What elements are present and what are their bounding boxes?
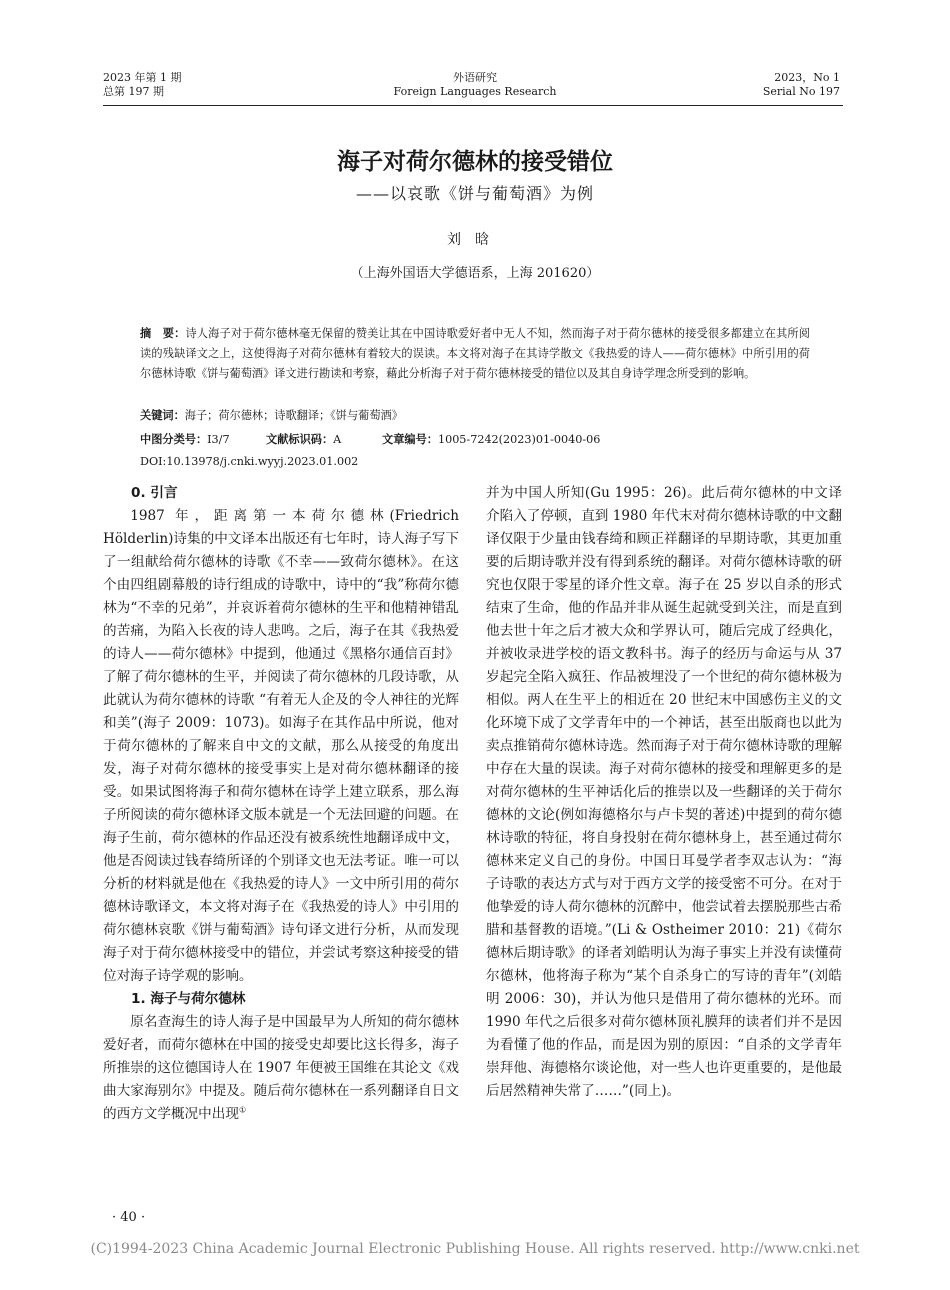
page-number: · 40 · [112,1210,146,1225]
paragraph-text: 原名查海生的诗人海子是中国最早为人所知的荷尔德林爱好者，而荷尔德林在中国的接受史却要比这长得多，海子所推崇的这位德国诗人在 1907 年便被王国维在其论文《戏曲大家海别尔》中提及。随后荷尔德林在一系列翻译自日文的西方文学概况中出现 [103,1014,459,1122]
article-id-value: 1005-7242(2023)01-0040-06 [437,433,601,446]
section-heading-intro: 0. 引言 [131,485,178,501]
copyright-footer: (C)1994-2023 China Academic Journal Electronic Publishing House. All rights reserved. http://www.cnki.net [90,1241,860,1257]
header-right [763,71,840,99]
article-id-label: 文章编号： [382,432,438,446]
serial-label-en: Serial No 197 [762,85,840,98]
doi[interactable]: DOI:10.13978/j.cnki.wyyj.2023.01.002 [140,455,359,468]
article-subtitle: ——以哀歌《饼与葡萄酒》为例 [355,184,594,203]
journal-name-cn: 外语研究 [453,71,497,84]
article-title: 海子对荷尔德林的接受错位 [337,148,613,175]
article-author: 刘晗 [447,232,503,248]
doc-code-group [266,429,382,450]
doc-code-label: 文献标识码： [266,432,334,446]
serial-label: 总第 197 期 [103,85,164,98]
right-column [486,482,842,1103]
keywords [140,405,403,426]
clc-group [140,429,266,450]
left-column [103,482,459,1126]
footnote-ref[interactable]: ① [238,1105,247,1115]
abstract-text: 诗人海子对于荷尔德林毫无保留的赞美让其在中国诗歌爱好者中无人不知，然而海子对于荷尔德林的接受很多都建立在其所阅读的残缺译文之上，这使得海子对荷尔德林有着较大的误读。本文将对海子在其诗学散文《我热爱的诗人——荷尔德林》中所引用的荷尔德林诗歌《饼与葡萄酒》译文进行勘读和考察，藉此分析海子对于荷尔德林接受的错位以及其自身诗学理念所受到的影响。 [140,327,810,380]
keywords-label: 关键词： [140,408,185,422]
author-affiliation: （上海外国语大学德语系，上海 201620） [350,266,600,281]
article-id-group [382,429,600,450]
abstract [140,323,810,384]
issue-label: 2023 年第 1 期 [103,71,182,84]
abstract-label: 摘 要： [140,326,186,340]
journal-name-en: Foreign Languages Research [393,85,557,98]
classification-line [140,429,810,450]
section-heading-haizi-hoelderlin: 1. 海子与荷尔德林 [131,991,246,1007]
paragraph [103,1011,459,1126]
paragraph: 1987 年，距离第一本荷尔德林(Friedrich Hölderlin)诗集的中文译本出版还有七年时，诗人海子写下了一组献给荷尔德林的诗歌《不幸——致荷尔德林》。在这个由四组剧幕般的诗行组成的诗歌中，诗中的“我”称荷尔德林为“不幸的兄弟”，并哀诉着荷尔德林的生平和他精神错乱的苦痛，为陷入长夜的诗人悲鸣。之后，海子在其《我热爱的诗人——荷尔德林》中提到，他通过《黑格尔通信百封》了解了荷尔德林的生平，并阅读了荷尔德林的几段诗歌，从此就认为荷尔德林的诗歌 “有着无人企及的令人神往的光辉和美”(海子 2009：1073)。如海子在其作品中所说，他对于荷尔德林的了解来自中文的文献，那么从接受的角度出发，海子对荷尔德林的接受事实上是对荷尔德林翻译的接受。如果试图将海子和荷尔德林在诗学上建立联系，那么海子所阅读的荷尔德林译文版本就是一个无法回避的问题。在海子生前，荷尔德林的作品还没有被系统性地翻译成中文，他是否阅读过钱春绮所译的个别译文也无法考证。唯一可以分析的材料就是他在《我热爱的诗人》一文中所引用的荷尔德林诗歌译文，本文将对海子在《我热爱的诗人》中引用的荷尔德林哀歌《饼与葡萄酒》诗句译文进行分析，从而发现海子对于荷尔德林接受中的错位，并尝试考察这种接受的错位对海子诗学观的影响。 [103,508,459,984]
paragraph: 并为中国人所知(Gu 1995：26)。此后荷尔德林的中文译介陷入了停顿，直到 1980 年代末对荷尔德林诗歌的中文翻译仅限于少量由钱春绮和顾正祥翻译的早期诗歌，其更加重要的后期诗歌并没有得到系统的翻译。对荷尔德林诗歌的研究也仅限于零星的译介性文章。海子在 25 岁以自杀的形式结束了生命，他的作品并非从诞生起就受到关注，而是直到他去世十年之后才被大众和学界认可，随后完成了经典化，并被收录进学校的语文教科书。海子的经历与命运与从 37 岁起完全陷入疯狂、作品被埋没了一个世纪的荷尔德林极为相似。两人在生平上的相近在 20 世纪末中国感伤主义的文化环境下成了文学青年中的一个神话，甚至出版商也以此为卖点推销荷尔德林诗选。然而海子对于荷尔德林诗歌的理解中存在大量的误读。海子对荷尔德林的接受和理解更多的是对荷尔德林的生平神话化后的推崇以及一些翻译的关于荷尔德林的文论(例如海德格尔与卢卡契的著述)中提到的荷尔德林诗歌的特征，将自身投射在荷尔德林身上，甚至通过荷尔德林来定义自己的身份。中国日耳曼学者李双志认为：“海子诗歌的表达方式与对于西方文学的接受密不可分。在对于他挚爱的诗人荷尔德林的沉醉中，他尝试着去摆脱那些古希腊和基督教的语境。”(Li & Ostheimer 2010：21)《荷尔德林后期诗歌》的译者刘皓明认为海子事实上并没有读懂荷尔德林，他将海子称为“某个自杀身亡的写诗的青年”(刘皓明 2006：30)，并认为他只是借用了荷尔德林的光环。而 1990 年代之后很多对荷尔德林顶礼膜拜的读者们并不是因为看懂了他的作品，而是因为别的原因：“自杀的文学青年崇拜他、海德格尔谈论他，对一些人也许更重要的，是他最后居然精神失常了……”(同上)。 [486,485,842,1099]
clc-label: 中图分类号： [140,432,208,446]
clc-value: I3/7 [207,433,230,446]
doc-code-value: A [333,433,342,446]
header-rule [103,105,843,106]
keywords-text: 海子；荷尔德林；诗歌翻译；《饼与葡萄酒》 [184,409,403,422]
issue-label-en: 2023，No 1 [774,71,840,84]
